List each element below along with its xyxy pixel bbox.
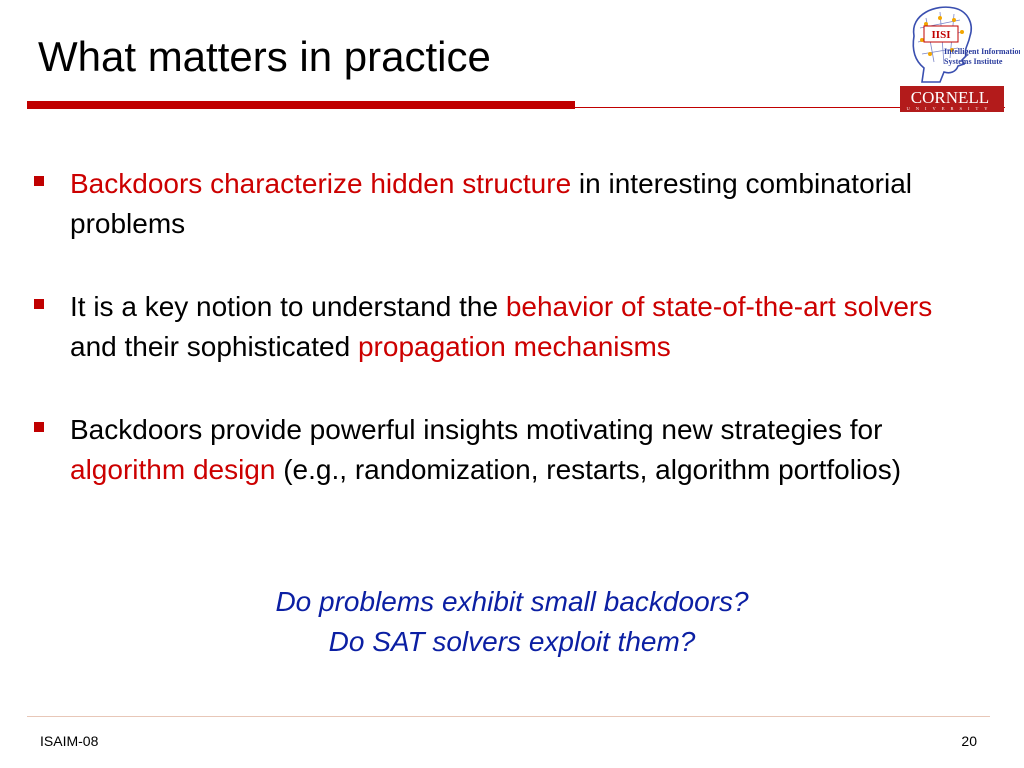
bullet-text bbox=[70, 287, 980, 367]
bullet-marker-icon bbox=[34, 176, 44, 186]
iisi-name-line2: Systems Institute bbox=[944, 57, 1003, 66]
emphasis-text: behavior of state-of-the-art solvers bbox=[505, 291, 933, 322]
bullet-text bbox=[70, 164, 980, 244]
plain-text: Backdoors provide powerful insights motivating new strategies for bbox=[70, 414, 883, 445]
emphasis-text: propagation mechanisms bbox=[357, 331, 671, 362]
footer-divider bbox=[27, 716, 990, 717]
plain-text: It is a key notion to understand the bbox=[70, 291, 506, 322]
logo-graphic bbox=[900, 2, 1020, 114]
bullet-marker-icon bbox=[34, 422, 44, 432]
plain-text: and their sophisticated bbox=[70, 331, 358, 362]
bullet-item bbox=[30, 410, 980, 490]
iisi-name-line1: Intelligent Information bbox=[944, 47, 1020, 56]
title-underline-thick bbox=[27, 101, 575, 109]
question-line: Do problems exhibit small backdoors? bbox=[275, 586, 749, 617]
iisi-cornell-logo bbox=[900, 2, 1020, 114]
bullet-marker-icon bbox=[34, 299, 44, 309]
iisi-badge-text: IISI bbox=[931, 29, 951, 41]
slide-title: What matters in practice bbox=[38, 33, 491, 80]
cornell-university-text: UNIVERSITY bbox=[906, 106, 994, 111]
emphasis-text: Backdoors characterize hidden structure bbox=[70, 168, 572, 199]
bullet-text bbox=[70, 410, 980, 490]
cornell-wordmark: CORNELL bbox=[910, 88, 990, 107]
page-number: 20 bbox=[961, 733, 977, 749]
bullet-item bbox=[30, 164, 980, 244]
bullet-list bbox=[30, 164, 980, 533]
plain-text: (e.g., randomization, restarts, algorithm portfolios) bbox=[275, 454, 902, 485]
question-block bbox=[0, 582, 1024, 662]
plain-text: in interesting combinatorial problems bbox=[70, 168, 912, 239]
emphasis-text: algorithm design bbox=[70, 454, 276, 485]
footer-label: ISAIM-08 bbox=[40, 733, 99, 749]
bullet-item bbox=[30, 287, 980, 367]
question-line: Do SAT solvers exploit them? bbox=[328, 626, 696, 657]
